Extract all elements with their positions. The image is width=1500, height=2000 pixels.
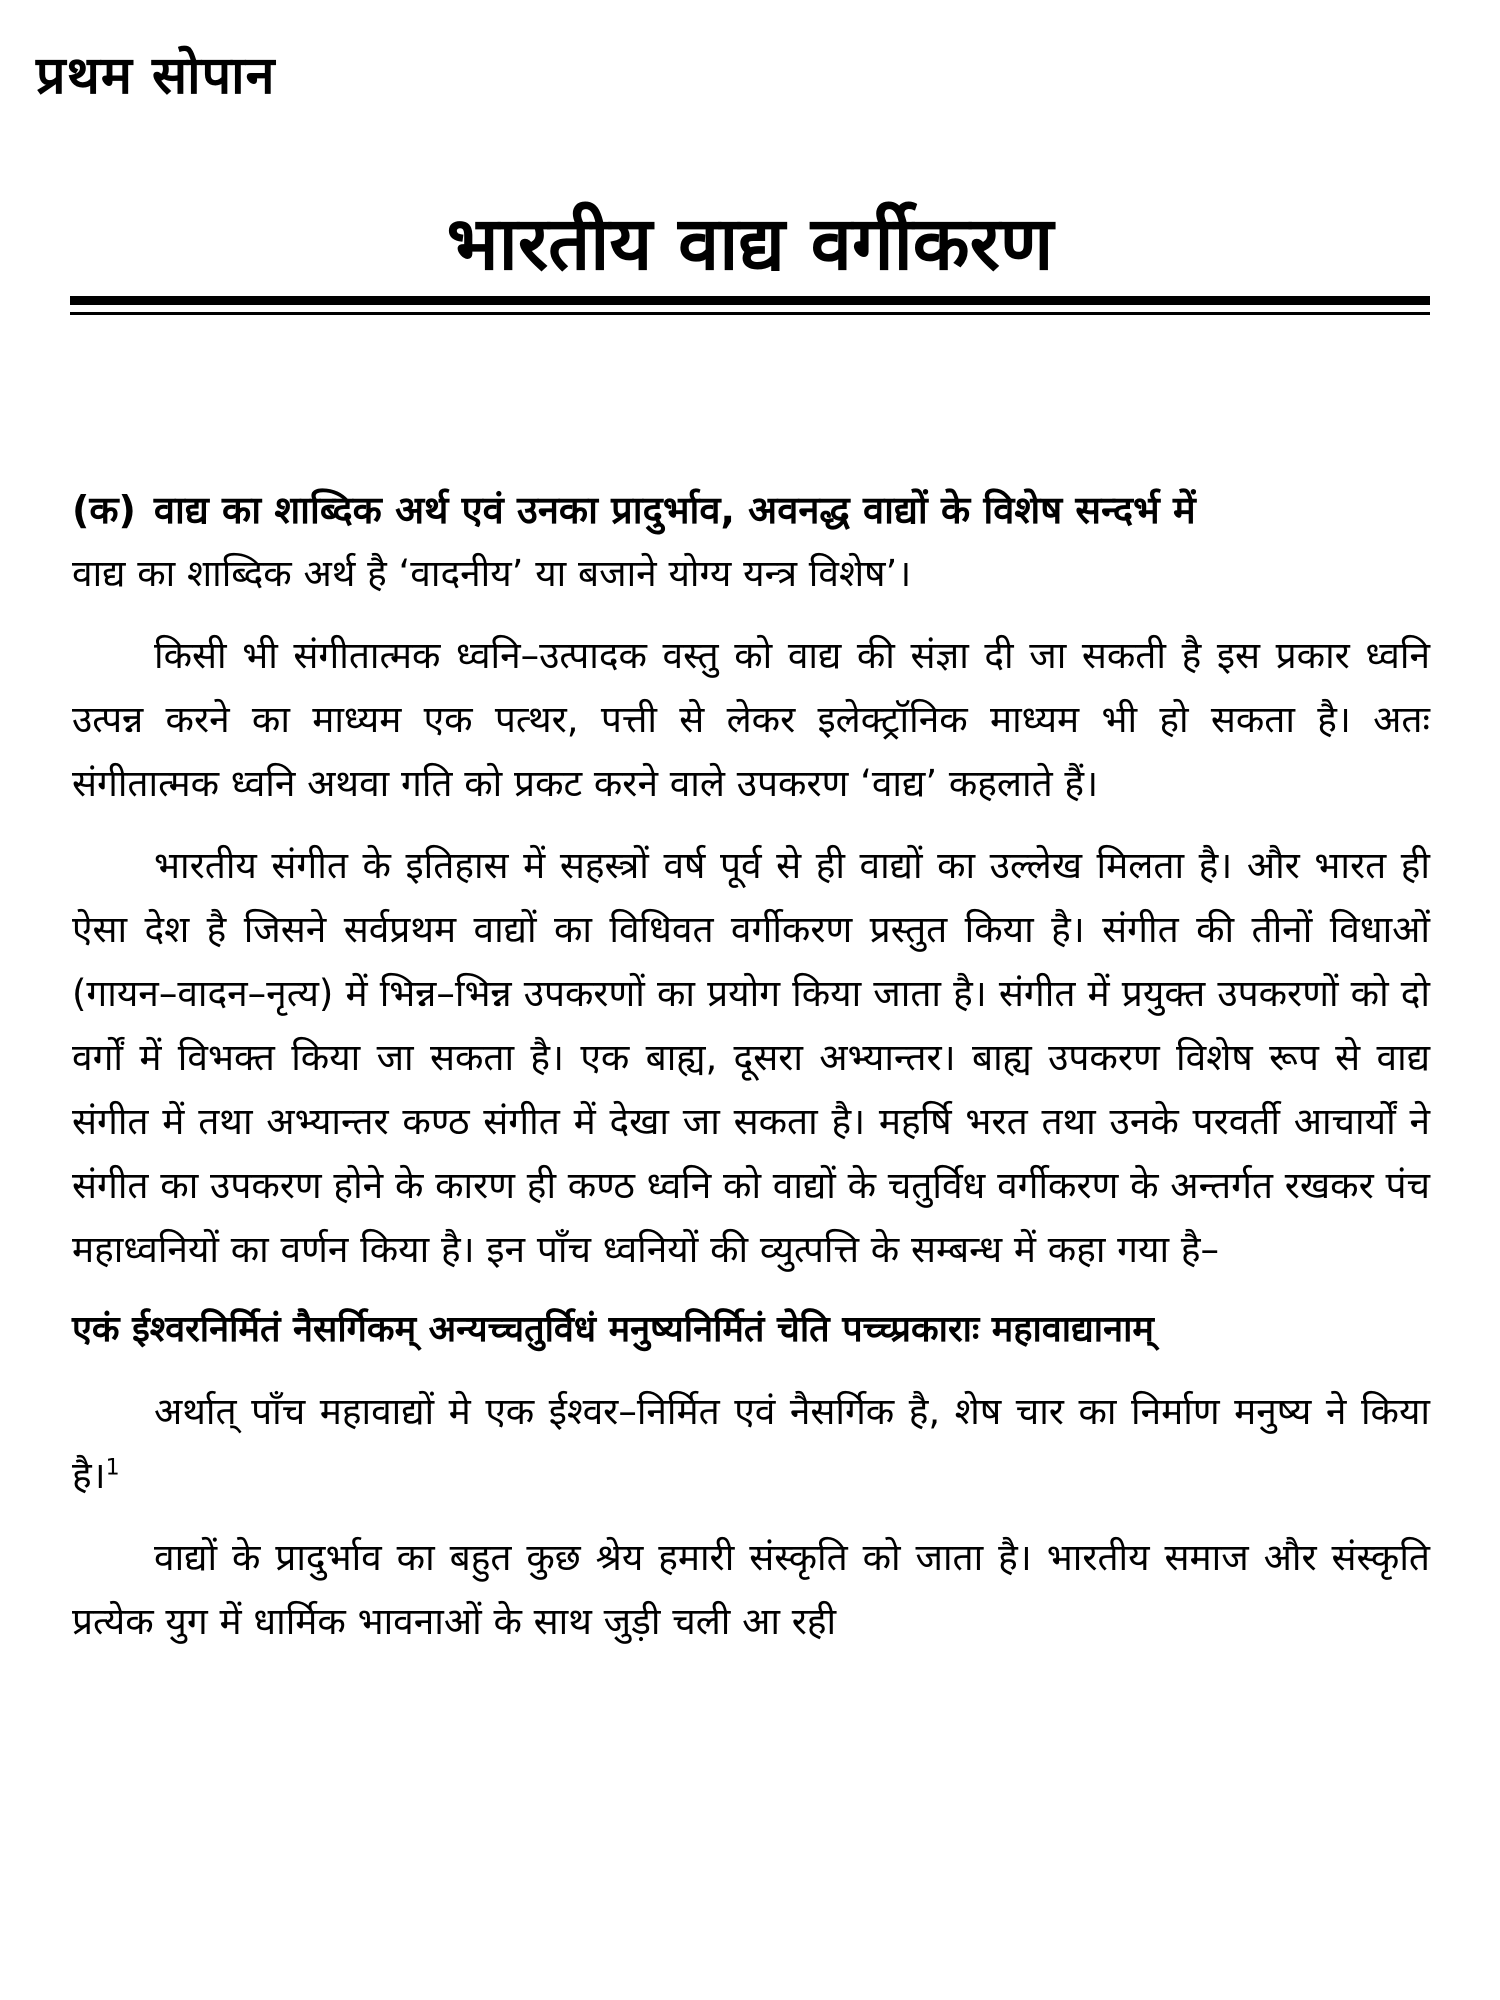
section-label: प्रथम सोपान <box>36 46 276 106</box>
section-heading-text: वाद्य का शाब्दिक अर्थ एवं उनका प्रादुर्भाव, अवनद्ध वाद्यों के विशेष सन्दर्भ में <box>153 488 1196 532</box>
sanskrit-verse: एकं ईश्वरनिर्मितं नैसर्गिकम् अन्यच्चतुर्विधं मनुष्यनिर्मितं चेति पच्च्प्रकाराः महावाद्यानाम् <box>72 1309 1154 1350</box>
page-content <box>72 478 1430 1654</box>
section-heading <box>72 478 1430 542</box>
paragraph-meaning <box>72 1380 1430 1508</box>
paragraph-definition: वाद्य का शाब्दिक अर्थ है ‘वादनीय’ या बजाने योग्य यन्त्र विशेष’। <box>72 552 912 595</box>
paragraph-sound-producing: किसी भी संगीतात्मक ध्वनि–उत्पादक वस्तु को वाद्य की संज्ञा दी जा सकती है इस प्रकार ध्वनि उत्पन्न करने का माध्यम एक पत्थर, पत्ती से लेकर इलेक्ट्रॉनिक माध्यम भी हो सकता है। अतः संगीतात्मक ध्वनि अथवा गति को प्रकट करने वाले उपकरण ‘वाद्य’ कहलाते हैं। <box>72 634 1430 805</box>
paragraph-meaning-text: अर्थात् पाँच महावाद्यों मे एक ईश्वर–निर्मित एवं नैसर्गिक है, शेष चार का निर्माण मनुष्य ने किया है। <box>72 1390 1430 1497</box>
chapter-title: भारतीय वाद्य वर्गीकरण <box>446 201 1054 287</box>
title-rule-thin <box>70 312 1430 315</box>
section-marker: (क) <box>72 488 136 532</box>
footnote-marker: 1 <box>105 1455 120 1481</box>
paragraph-history: भारतीय संगीत के इतिहास में सहस्त्रों वर्ष पूर्व से ही वाद्यों का उल्लेख मिलता है। और भारत ही ऐसा देश है जिसने सर्वप्रथम वाद्यों का विधिवत वर्गीकरण प्रस्तुत किया है। संगीत की तीनों विधाओं (गायन–वादन–नृत्य) में भिन्न–भिन्न उपकरणों का प्रयोग किया जाता है। संगीत में प्रयुक्त उपकरणों को दो वर्गों में विभक्त किया जा सकता है। एक बाह्य, दूसरा अभ्यान्तर। बाह्य उपकरण विशेष रूप से वाद्य संगीत में तथा अभ्यान्तर कण्ठ संगीत में देखा जा सकता है। महर्षि भरत तथा उनके परवर्ती आचार्यों ने संगीत का उपकरण होने के कारण ही कण्ठ ध्वनि को वाद्यों के चतुर्विध वर्गीकरण के अन्तर्गत रखकर पंच महाध्वनियों का वर्णन किया है। इन पाँच ध्वनियों की व्युत्पत्ति के सम्बन्ध में कहा गया है– <box>72 844 1430 1271</box>
title-rule-thick <box>70 296 1430 305</box>
paragraph-culture: वाद्यों के प्रादुर्भाव का बहुत कुछ श्रेय हमारी संस्कृति को जाता है। भारतीय समाज और संस्कृति प्रत्येक युग में धार्मिक भावनाओं के साथ जुड़ी चली आ रही <box>72 1536 1430 1643</box>
